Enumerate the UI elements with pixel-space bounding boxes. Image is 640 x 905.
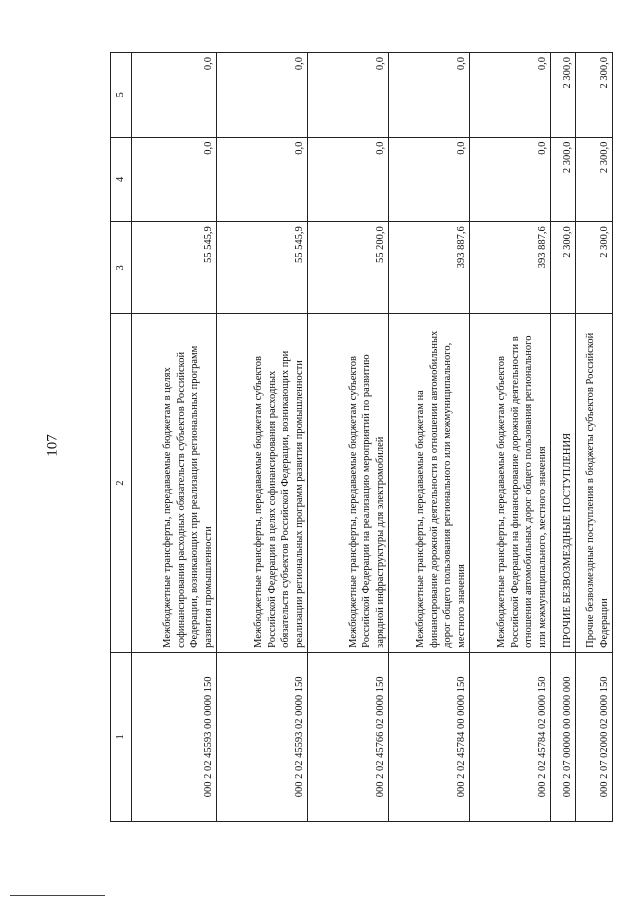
row-value-col3: 393 887,6 [470,222,551,314]
row-code: 000 2 02 45593 02 0000 150 [217,652,308,821]
table-row [217,53,308,822]
row-name: Межбюджетные трансферты, передаваемые бюджетам субъектов Российской Федерации в целях софинансирования расходных обязательств субъектов Российской Федерации, возникающих при реализации региональных программ развития промышленности [217,314,308,652]
row-value-col4: 2 300,0 [576,137,613,222]
row-value-col5: 0,0 [470,53,551,138]
footer-separator-line [10,895,105,896]
row-value-col5: 0,0 [308,53,389,138]
row-value-col5: 2 300,0 [576,53,613,138]
table-row [576,53,613,822]
row-value-col5: 0,0 [217,53,308,138]
row-code: 000 2 02 45784 00 0000 150 [389,652,470,821]
header-col-4: 4 [111,137,132,222]
row-value-col5: 0,0 [132,53,217,138]
header-col-5: 5 [111,53,132,138]
table-row [470,53,551,822]
row-name: Межбюджетные трансферты, передаваемые бюджетам на финансирование дорожной деятельности в отношении автомобильных дорог общего пользования регионального или межмуниципального, местного значения [389,314,470,652]
row-value-col4: 0,0 [308,137,389,222]
row-name: ПРОЧИЕ БЕЗВОЗМЕЗДНЫЕ ПОСТУПЛЕНИЯ [551,314,576,652]
row-value-col3: 55 200,0 [308,222,389,314]
row-name: Межбюджетные трансферты, передаваемые бюджетам субъектов Российской Федерации на реализацию мероприятий по развитию зарядной инфраструктуры для электромобилей [308,314,389,652]
table-row [551,53,576,822]
row-code: 000 2 02 45766 02 0000 150 [308,652,389,821]
row-code: 000 2 02 45593 00 0000 150 [132,652,217,821]
row-value-col3: 55 545,9 [217,222,308,314]
table-row [132,53,217,822]
row-code: 000 2 02 45784 02 0000 150 [470,652,551,821]
row-value-col5: 0,0 [389,53,470,138]
row-name: Прочие безвозмездные поступления в бюджеты субъектов Российской Федерации [576,314,613,652]
budget-table [110,52,613,822]
row-value-col5: 2 300,0 [551,53,576,138]
row-value-col3: 2 300,0 [576,222,613,314]
row-value-col4: 0,0 [389,137,470,222]
table-row [389,53,470,822]
row-value-col4: 0,0 [132,137,217,222]
header-col-3: 3 [111,222,132,314]
row-value-col3: 2 300,0 [551,222,576,314]
row-name: Межбюджетные трансферты, передаваемые бюджетам в целях софинансирования расходных обязательств субъектов Российской Федерации, возникающих при реализации региональных программ развития промышленности [132,314,217,652]
row-value-col4: 0,0 [217,137,308,222]
budget-table-rotated [110,52,610,822]
row-value-col4: 0,0 [470,137,551,222]
page-number: 107 [44,434,61,457]
row-value-col4: 2 300,0 [551,137,576,222]
header-col-2: 2 [111,314,132,652]
table-row [308,53,389,822]
table-header-row [111,53,132,822]
row-code: 000 2 07 02000 02 0000 150 [576,652,613,821]
header-col-1: 1 [111,652,132,821]
row-value-col3: 393 887,6 [389,222,470,314]
row-code: 000 2 07 00000 00 0000 000 [551,652,576,821]
row-value-col3: 55 545,9 [132,222,217,314]
row-name: Межбюджетные трансферты, передаваемые бюджетам субъектов Российской Федерации на финансирование дорожной деятельности в отношении автомобильных дорог общего пользования регионального или межмуниципального, местного значения [470,314,551,652]
